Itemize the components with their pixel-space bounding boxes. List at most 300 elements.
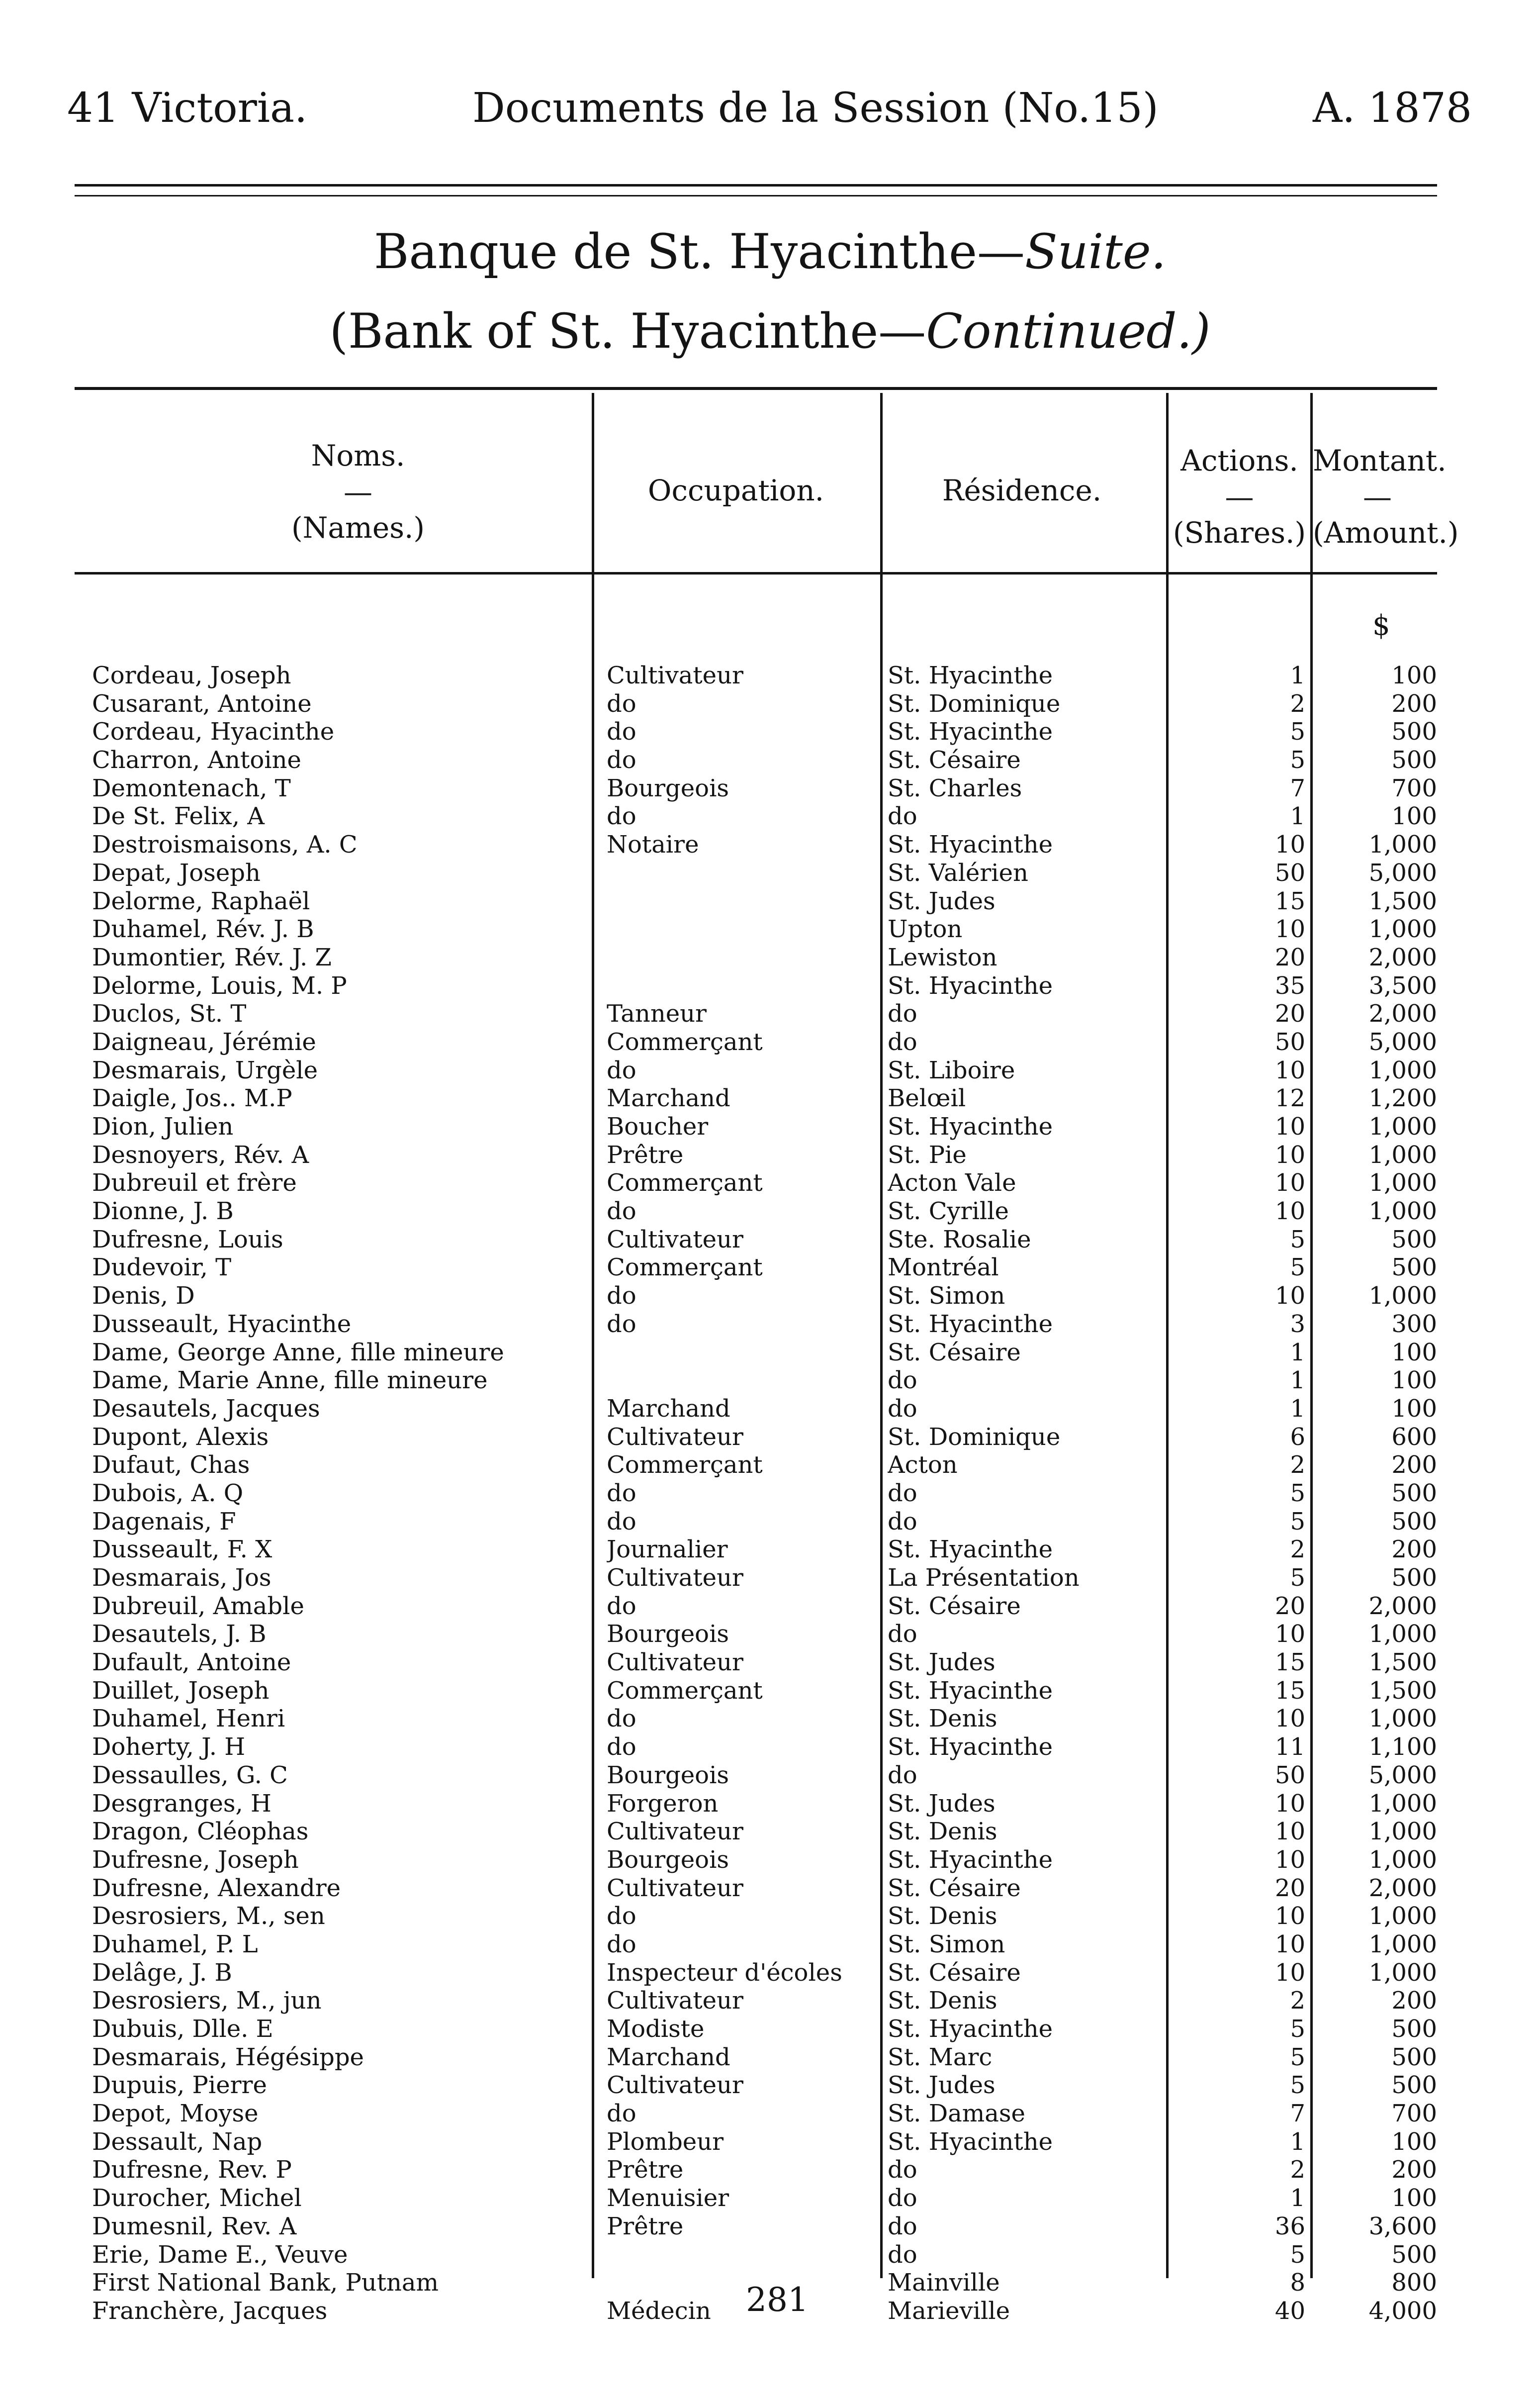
table-row (0, 1395, 1540, 1423)
title-french-suffix: Suite. (1024, 224, 1167, 280)
residence-cell: St. Judes (888, 887, 996, 915)
residence-cell: St. Hyacinthe (888, 1676, 1053, 1705)
occupation-cell: do (607, 1902, 636, 1930)
shares-cell: 3 (1290, 1310, 1305, 1338)
table-row (0, 1141, 1540, 1169)
shares-cell: 2 (1290, 689, 1305, 718)
residence-cell: St. Marc (888, 2043, 993, 2071)
shareholder-name: First National Bank, Putnam (92, 2269, 439, 2297)
amount-cell: 100 (1391, 2127, 1437, 2156)
table-row (0, 1648, 1540, 1677)
shareholder-name: Dionne, J. B (92, 1197, 234, 1226)
table-row (0, 746, 1540, 774)
table-row (0, 1987, 1540, 2015)
occupation-cell: Inspecteur d'écoles (607, 1958, 842, 1987)
residence-cell: St. Judes (888, 1789, 996, 1818)
table-row (0, 718, 1540, 746)
shareholder-name: Dragon, Cléophas (92, 1818, 309, 1846)
residence-cell: Acton Vale (888, 1169, 1016, 1197)
shareholder-name: Denis, D (92, 1282, 195, 1310)
shareholder-name: Desnoyers, Rév. A (92, 1141, 309, 1169)
residence-cell: St. Denis (888, 1705, 997, 1733)
residence-cell: do (888, 802, 917, 831)
shareholder-name: Franchère, Jacques (92, 2297, 328, 2325)
shares-cell: 20 (1274, 1000, 1305, 1028)
column-names-header (209, 438, 507, 546)
table-row (0, 859, 1540, 887)
shares-cell: 5 (1290, 746, 1305, 774)
amount-cell: 4,000 (1368, 2297, 1437, 2325)
shareholder-name: Dagenais, F (92, 1507, 236, 1536)
shareholder-name: Duillet, Joseph (92, 1676, 270, 1705)
amount-cell: 100 (1391, 1394, 1437, 1423)
amount-cell: 1,000 (1368, 1197, 1437, 1226)
header-dash: — (344, 475, 372, 509)
occupation-cell: Cultivateur (607, 2071, 743, 2100)
occupation-cell: Cultivateur (607, 1987, 743, 2015)
shares-cell: 7 (1290, 2100, 1305, 2128)
shareholder-name: Daigle, Jos.. M.P (92, 1084, 292, 1113)
amount-cell: 5,000 (1368, 1761, 1437, 1789)
table-row (0, 1084, 1540, 1113)
currency-symbol: $ (1372, 609, 1390, 642)
amount-cell: 2,000 (1368, 1000, 1437, 1028)
amount-cell: 1,000 (1368, 1056, 1437, 1084)
residence-cell: do (888, 1479, 917, 1507)
shareholder-name: Depot, Moyse (92, 2100, 259, 2128)
shares-cell: 15 (1274, 1648, 1305, 1677)
table-row (0, 2071, 1540, 2100)
shares-cell: 10 (1274, 1845, 1305, 1874)
occupation-cell: do (607, 1592, 636, 1620)
table-row (0, 1479, 1540, 1508)
occupation-cell: Commerçant (607, 1169, 763, 1197)
table-row (0, 1253, 1540, 1282)
amount-cell: 1,000 (1368, 1958, 1437, 1987)
header-dash: — (1225, 480, 1254, 514)
shares-cell: 10 (1274, 1620, 1305, 1648)
occupation-cell: Marchand (607, 1394, 730, 1423)
occupation-cell: Bourgeois (607, 774, 729, 802)
amount-cell: 1,000 (1368, 1818, 1437, 1846)
table-row (0, 972, 1540, 1000)
shareholder-name: Dubreuil, Amable (92, 1592, 304, 1620)
table-row (0, 1790, 1540, 1818)
header-left: 41 Victoria. (67, 85, 308, 132)
amount-cell: 100 (1391, 2184, 1437, 2212)
shares-cell: 10 (1274, 1818, 1305, 1846)
residence-cell: St. Hyacinthe (888, 1310, 1053, 1338)
residence-cell: do (888, 1394, 917, 1423)
shares-cell: 5 (1290, 2071, 1305, 2100)
table-row (0, 1282, 1540, 1310)
shares-cell: 10 (1274, 1169, 1305, 1197)
table-row (0, 1733, 1540, 1761)
table-row (0, 1339, 1540, 1367)
amount-cell: 1,000 (1368, 1789, 1437, 1818)
header-rule-top (75, 184, 1437, 187)
occupation-cell: Prêtre (607, 2212, 684, 2240)
shares-cell: 20 (1274, 1592, 1305, 1620)
residence-cell: St. Hyacinthe (888, 1113, 1053, 1141)
amount-cell: 1,500 (1368, 1676, 1437, 1705)
residence-cell: St. Césaire (888, 1958, 1021, 1987)
shares-en-label: (Shares.) (1173, 516, 1306, 550)
shares-cell: 10 (1274, 1282, 1305, 1310)
occupation-cell: Journalier (607, 1536, 728, 1564)
shareholder-name: Dessault, Nap (92, 2127, 263, 2156)
shares-cell: 5 (1290, 1253, 1305, 1282)
shareholder-name: Dudevoir, T (92, 1253, 232, 1282)
table-row (0, 2015, 1540, 2043)
shares-cell: 10 (1274, 1197, 1305, 1226)
shares-cell: 10 (1274, 831, 1305, 859)
occupation-cell: Prêtre (607, 2156, 684, 2184)
residence-cell: St. Dominique (888, 1423, 1061, 1451)
amount-cell: 1,000 (1368, 1169, 1437, 1197)
table-row (0, 1451, 1540, 1479)
shares-cell: 10 (1274, 1930, 1305, 1958)
amount-fr-label: Montant. (1313, 444, 1447, 478)
amount-cell: 100 (1391, 1366, 1437, 1395)
shareholder-name: Desrosiers, M., sen (92, 1902, 325, 1930)
amount-cell: 500 (1391, 2015, 1437, 2043)
occupation-cell: Modiste (607, 2015, 705, 2043)
occupation-cell: Cultivateur (607, 662, 743, 689)
occupation-cell: do (607, 746, 636, 774)
shareholder-name: Delorme, Raphaël (92, 887, 310, 915)
occupation-cell: do (607, 1507, 636, 1536)
residence-cell: St. Hyacinthe (888, 718, 1053, 746)
table-row (0, 1508, 1540, 1536)
occupation-cell: do (607, 1930, 636, 1958)
amount-cell: 1,000 (1368, 1113, 1437, 1141)
table-row (0, 1564, 1540, 1592)
amount-cell: 100 (1391, 802, 1437, 831)
occupation-cell: Cultivateur (607, 1648, 743, 1677)
table-row (0, 1818, 1540, 1846)
amount-cell: 500 (1391, 1479, 1437, 1507)
header-right: A. 1878 (1313, 85, 1472, 132)
shareholder-name: Dufresne, Joseph (92, 1845, 299, 1874)
occupation-cell: do (607, 689, 636, 718)
residence-cell: do (888, 1000, 917, 1028)
amount-cell: 1,000 (1368, 1845, 1437, 1874)
occupation-cell: Commerçant (607, 1676, 763, 1705)
residence-cell: St. Hyacinthe (888, 831, 1053, 859)
shareholder-name: Duhamel, Henri (92, 1705, 285, 1733)
shares-cell: 1 (1290, 2127, 1305, 2156)
residence-cell: Marieville (888, 2297, 1010, 2325)
shares-cell: 10 (1274, 1113, 1305, 1141)
residence-cell: do (888, 2240, 917, 2269)
shares-cell: 5 (1290, 2240, 1305, 2269)
table-row (0, 831, 1540, 859)
occupation-cell: Cultivateur (607, 1564, 743, 1592)
shareholder-name: Depat, Joseph (92, 859, 261, 887)
amount-en-label: (Amount.) (1313, 516, 1459, 550)
occupation-cell: Prêtre (607, 1141, 684, 1169)
table-row (0, 915, 1540, 944)
column-residence-header (880, 473, 1164, 509)
shareholder-name: Dessaulles, G. C (92, 1761, 288, 1789)
table-row (0, 802, 1540, 831)
residence-cell: St. Pie (888, 1141, 967, 1169)
residence-cell: do (888, 1507, 917, 1536)
amount-cell: 1,500 (1368, 887, 1437, 915)
shares-cell: 10 (1274, 1705, 1305, 1733)
shares-fr-label: Actions. (1180, 444, 1298, 478)
title-english-main: (Bank of St. Hyacinthe— (329, 303, 926, 359)
shares-cell: 5 (1290, 1479, 1305, 1507)
shareholder-name: Dumesnil, Rev. A (92, 2212, 297, 2240)
header-rule-bottom (75, 195, 1437, 196)
amount-cell: 5,000 (1368, 859, 1437, 887)
shares-cell: 1 (1290, 1338, 1305, 1366)
table-row (0, 662, 1540, 690)
amount-cell: 1,000 (1368, 1282, 1437, 1310)
occupation-cell: Plombeur (607, 2127, 724, 2156)
shareholder-name: De St. Felix, A (92, 802, 265, 831)
table-row (0, 944, 1540, 972)
shares-cell: 35 (1274, 971, 1305, 1000)
occupation-cell: Forgeron (607, 1789, 719, 1818)
names-fr-label: Noms. (311, 439, 405, 473)
shareholder-name: Dumontier, Rév. J. Z (92, 943, 332, 971)
shares-cell: 2 (1290, 1451, 1305, 1479)
shares-cell: 5 (1290, 2043, 1305, 2071)
table-top-rule (75, 387, 1437, 390)
amount-cell: 2,000 (1368, 1874, 1437, 1902)
shares-cell: 11 (1274, 1733, 1305, 1761)
table-row (0, 1169, 1540, 1197)
table-row (0, 1113, 1540, 1141)
occupation-cell: Cultivateur (607, 1225, 743, 1253)
occupation-cell: do (607, 1479, 636, 1507)
shares-cell: 20 (1274, 943, 1305, 971)
amount-cell: 700 (1391, 774, 1437, 802)
shares-cell: 50 (1274, 1028, 1305, 1056)
shares-cell: 8 (1290, 2269, 1305, 2297)
residence-cell: St. Charles (888, 774, 1022, 802)
occupation-cell: Notaire (607, 831, 699, 859)
table-row (0, 1874, 1540, 1903)
table-row (0, 887, 1540, 916)
residence-cell: Mainville (888, 2269, 1000, 2297)
residence-cell: Acton (888, 1451, 958, 1479)
amount-cell: 3,500 (1368, 971, 1437, 1000)
amount-cell: 1,000 (1368, 831, 1437, 859)
residence-cell: Belœil (888, 1084, 966, 1113)
residence-cell: do (888, 2212, 917, 2240)
shares-cell: 10 (1274, 1902, 1305, 1930)
residence-cell: St. Hyacinthe (888, 2015, 1053, 2043)
amount-cell: 2,000 (1368, 943, 1437, 971)
occupation-cell: do (607, 1733, 636, 1761)
amount-cell: 100 (1391, 662, 1437, 689)
occupation-cell: Boucher (607, 1113, 709, 1141)
amount-cell: 2,000 (1368, 1592, 1437, 1620)
table-row (0, 1705, 1540, 1733)
shares-cell: 5 (1290, 1225, 1305, 1253)
amount-cell: 500 (1391, 718, 1437, 746)
amount-cell: 1,200 (1368, 1084, 1437, 1113)
shareholder-name: Destroismaisons, A. C (92, 831, 358, 859)
residence-cell: do (888, 2156, 917, 2184)
shareholder-name: Cordeau, Joseph (92, 662, 291, 689)
amount-cell: 500 (1391, 2240, 1437, 2269)
table-row (0, 2128, 1540, 2156)
amount-cell: 1,000 (1368, 1141, 1437, 1169)
occupation-cell: do (607, 1310, 636, 1338)
shareholder-name: Dufault, Antoine (92, 1648, 291, 1677)
shares-cell: 5 (1290, 1564, 1305, 1592)
residence-cell: St. Simon (888, 1930, 1005, 1958)
residence-cell: St. Césaire (888, 1338, 1021, 1366)
residence-cell: Ste. Rosalie (888, 1225, 1031, 1253)
shares-cell: 5 (1290, 1507, 1305, 1536)
residence-cell: do (888, 1028, 917, 1056)
occupation-cell: Cultivateur (607, 1423, 743, 1451)
column-amount-header (1313, 443, 1459, 551)
residence-cell: do (888, 1366, 917, 1395)
shareholder-name: Dame, Marie Anne, fille mineure (92, 1366, 488, 1395)
shares-cell: 50 (1274, 859, 1305, 887)
table-row (0, 774, 1540, 803)
residence-cell: St. Denis (888, 1902, 997, 1930)
residence-cell: St. Dominique (888, 689, 1061, 718)
amount-cell: 1,000 (1368, 1902, 1437, 1930)
column-occupation-header (597, 473, 875, 509)
shares-cell: 1 (1290, 1366, 1305, 1395)
residence-cell: Upton (888, 915, 963, 944)
shareholder-name: Dufresne, Alexandre (92, 1874, 341, 1902)
shareholder-name: Desgranges, H (92, 1789, 272, 1818)
occupation-cell: do (607, 1056, 636, 1084)
shareholder-name: Duhamel, P. L (92, 1930, 258, 1958)
table-row (0, 1028, 1540, 1057)
table-row (0, 1620, 1540, 1648)
shares-cell: 15 (1274, 1676, 1305, 1705)
shareholder-name: Dion, Julien (92, 1113, 234, 1141)
residence-cell: St. Damase (888, 2100, 1025, 2128)
shares-cell: 1 (1290, 662, 1305, 689)
occupation-label: Occupation. (647, 474, 824, 507)
residence-label: Résidence. (942, 474, 1102, 507)
shareholder-name: Dusseault, F. X (92, 1536, 272, 1564)
residence-cell: La Présentation (888, 1564, 1080, 1592)
amount-cell: 500 (1391, 2043, 1437, 2071)
occupation-cell: Commerçant (607, 1028, 763, 1056)
shares-cell: 5 (1290, 718, 1305, 746)
shareholder-name: Desmarais, Jos (92, 1564, 272, 1592)
shareholder-name: Dusseault, Hyacinthe (92, 1310, 352, 1338)
table-row (0, 2241, 1540, 2269)
table-row (0, 1197, 1540, 1226)
shareholder-name: Dubreuil et frère (92, 1169, 297, 1197)
names-en-label: (Names.) (291, 511, 425, 545)
shareholder-name: Charron, Antoine (92, 746, 301, 774)
table-row (0, 1226, 1540, 1254)
residence-cell: do (888, 2184, 917, 2212)
shares-cell: 2 (1290, 1987, 1305, 2015)
amount-cell: 500 (1391, 746, 1437, 774)
residence-cell: St. Hyacinthe (888, 662, 1053, 689)
table-row (0, 1366, 1540, 1395)
amount-cell: 200 (1391, 1987, 1437, 2015)
amount-cell: 1,100 (1368, 1733, 1437, 1761)
table-row (0, 1677, 1540, 1705)
shares-cell: 1 (1290, 1394, 1305, 1423)
residence-cell: Montréal (888, 1253, 999, 1282)
title-french (0, 224, 1540, 280)
table-row (0, 1592, 1540, 1621)
shares-cell: 10 (1274, 1789, 1305, 1818)
residence-cell: St. Denis (888, 1987, 997, 2015)
shareholder-name: Daigneau, Jérémie (92, 1028, 316, 1056)
table-row (0, 2043, 1540, 2072)
shares-cell: 36 (1274, 2212, 1305, 2240)
amount-cell: 200 (1391, 689, 1437, 718)
shares-cell: 50 (1274, 1761, 1305, 1789)
occupation-cell: Tanneur (607, 1000, 707, 1028)
residence-cell: St. Césaire (888, 746, 1021, 774)
amount-cell: 700 (1391, 2100, 1437, 2128)
occupation-cell: Médecin (607, 2297, 711, 2325)
page-number: 281 (746, 2281, 809, 2319)
residence-cell: St. Valérien (888, 859, 1028, 887)
shares-cell: 1 (1290, 802, 1305, 831)
shareholder-name: Desrosiers, M., jun (92, 1987, 322, 2015)
shares-cell: 10 (1274, 1958, 1305, 1987)
shares-cell: 5 (1290, 2015, 1305, 2043)
occupation-cell: Marchand (607, 1084, 730, 1113)
table-row (0, 690, 1540, 718)
shareholder-name: Cusarant, Antoine (92, 689, 312, 718)
shareholder-name: Dubois, A. Q (92, 1479, 244, 1507)
residence-cell: St. Judes (888, 2071, 996, 2100)
occupation-cell: Commerçant (607, 1451, 763, 1479)
header-center: Documents de la Session (No.15) (472, 85, 1159, 132)
occupation-cell: Bourgeois (607, 1761, 729, 1789)
shares-cell: 2 (1290, 1536, 1305, 1564)
table-row (0, 1057, 1540, 1085)
shareholder-name: Durocher, Michel (92, 2184, 302, 2212)
residence-cell: do (888, 1620, 917, 1648)
occupation-cell: Marchand (607, 2043, 730, 2071)
residence-cell: St. Hyacinthe (888, 971, 1053, 1000)
shareholder-name: Desmarais, Hégésippe (92, 2043, 364, 2071)
shareholder-name: Desmarais, Urgèle (92, 1056, 318, 1084)
amount-cell: 1,500 (1368, 1648, 1437, 1677)
amount-cell: 500 (1391, 1225, 1437, 1253)
amount-cell: 600 (1391, 1423, 1437, 1451)
shares-cell: 15 (1274, 887, 1305, 915)
occupation-cell: Bourgeois (607, 1620, 729, 1648)
shareholder-name: Dupuis, Pierre (92, 2071, 267, 2100)
residence-cell: St. Liboire (888, 1056, 1015, 1084)
shareholder-name: Duclos, St. T (92, 1000, 247, 1028)
amount-cell: 1,000 (1368, 1930, 1437, 1958)
shares-cell: 2 (1290, 2156, 1305, 2184)
shares-cell: 1 (1290, 2184, 1305, 2212)
title-french-main: Banque de St. Hyacinthe— (373, 224, 1025, 280)
occupation-cell: Menuisier (607, 2184, 729, 2212)
amount-cell: 1,000 (1368, 1705, 1437, 1733)
title-english (0, 303, 1540, 359)
occupation-cell: Bourgeois (607, 1845, 729, 1874)
residence-cell: St. Hyacinthe (888, 1845, 1053, 1874)
